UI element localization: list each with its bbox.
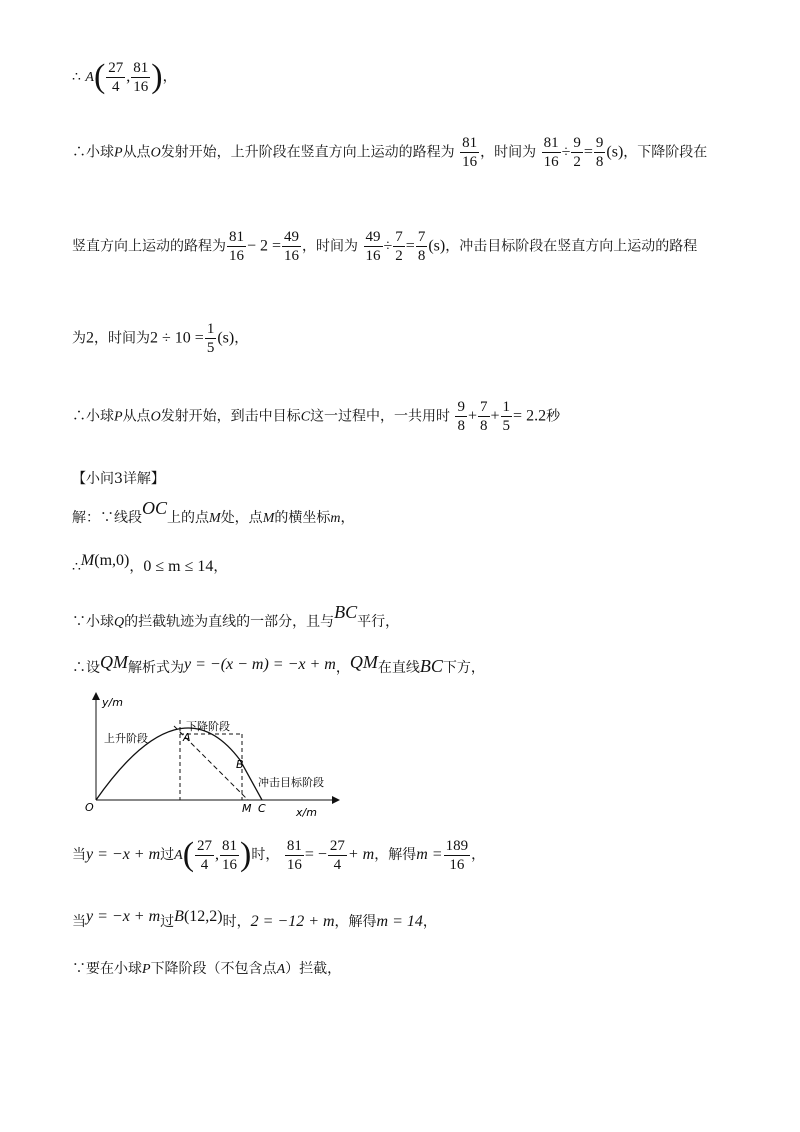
line-13: ∵要在小球P下降阶段（不包含点A）拦截， bbox=[72, 961, 342, 977]
line-5: ∴小球P从点O发射开始，到击中目标C这一过程中，一共用时 $\frac{9}{8}$ + $\frac{7}{8}$ + $\frac{1}{5}$ = 2.2秒 bbox=[72, 399, 561, 434]
label-fall: 下降阶段 bbox=[186, 720, 230, 733]
trajectory-figure bbox=[82, 690, 342, 830]
label-a: A bbox=[183, 731, 191, 744]
line-2: ∴小球P从点O发射开始，上升阶段在竖直方向上运动的路程为 $\frac{81}{16}$ ，时间为 $\frac{81}{16}$ ÷ $\frac{9}{2}$ = $\frac{9}{8}$ (s)，下降阶段在 bbox=[72, 135, 708, 170]
line-7: 解：∵线段OC上的点M处，点M的横坐标m， bbox=[72, 498, 355, 526]
line-3: 竖直方向上运动的路程为 $\frac{81}{16}$ − 2 = $\frac{49}{16}$ ，时间为 $\frac{49}{16}$ ÷ $\frac{7}{2}$ = $\frac{7}{8}$ (s)，冲击目标阶段在竖直方向上运动的路程 bbox=[72, 229, 698, 264]
line-1: ∴ A( $\frac{27}{4}$ , $\frac{81}{16}$ )， bbox=[72, 58, 177, 95]
fraction: $\frac{81}{16}$ bbox=[133, 59, 149, 95]
fraction: $\frac{81}{16}$ bbox=[462, 135, 478, 170]
label-m: M bbox=[242, 802, 252, 815]
fraction: $\frac{27}{4}$ bbox=[108, 59, 124, 95]
line-4: 为2，时间为2 ÷ 10 = $\frac{1}{5}$ (s)， bbox=[72, 321, 249, 356]
line-12: 当y = −x + m过B(12,2)时，2 = −12 + m，解得m = 14， bbox=[72, 908, 437, 930]
line-9: ∵小球Q的拦截轨迹为直线的一部分，且与BC平行， bbox=[72, 602, 400, 630]
x-label: x/m bbox=[296, 806, 317, 819]
point-label: A bbox=[85, 70, 94, 85]
line-11: 当y = −x + m过A( $\frac{27}{4}$ , $\frac{81}{16}$ )时， $\frac{81}{16}$ = − $\frac{27}{4}$ + m，解得m = $\frac{189}{16}$ ， bbox=[72, 836, 486, 873]
section-heading: 【小问3详解】 bbox=[72, 471, 165, 487]
x-axis-arrow bbox=[332, 796, 340, 804]
label-b: B bbox=[236, 758, 244, 771]
label-rise: 上升阶段 bbox=[104, 732, 148, 745]
line-8: ∴M(m,0)，0 ≤ m ≤ 14， bbox=[72, 552, 228, 575]
label-strike: 冲击目标阶段 bbox=[258, 776, 324, 789]
label-o: O bbox=[85, 801, 94, 814]
y-label: y/m bbox=[102, 696, 123, 709]
therefore-symbol: ∴ bbox=[72, 69, 81, 85]
paren: ( bbox=[93, 58, 106, 95]
y-axis-arrow bbox=[92, 692, 100, 700]
label-c: C bbox=[258, 802, 266, 815]
line-10: ∴设QM解析式为y = −(x − m) = −x + m，QM在直线BC下方， bbox=[72, 652, 485, 676]
